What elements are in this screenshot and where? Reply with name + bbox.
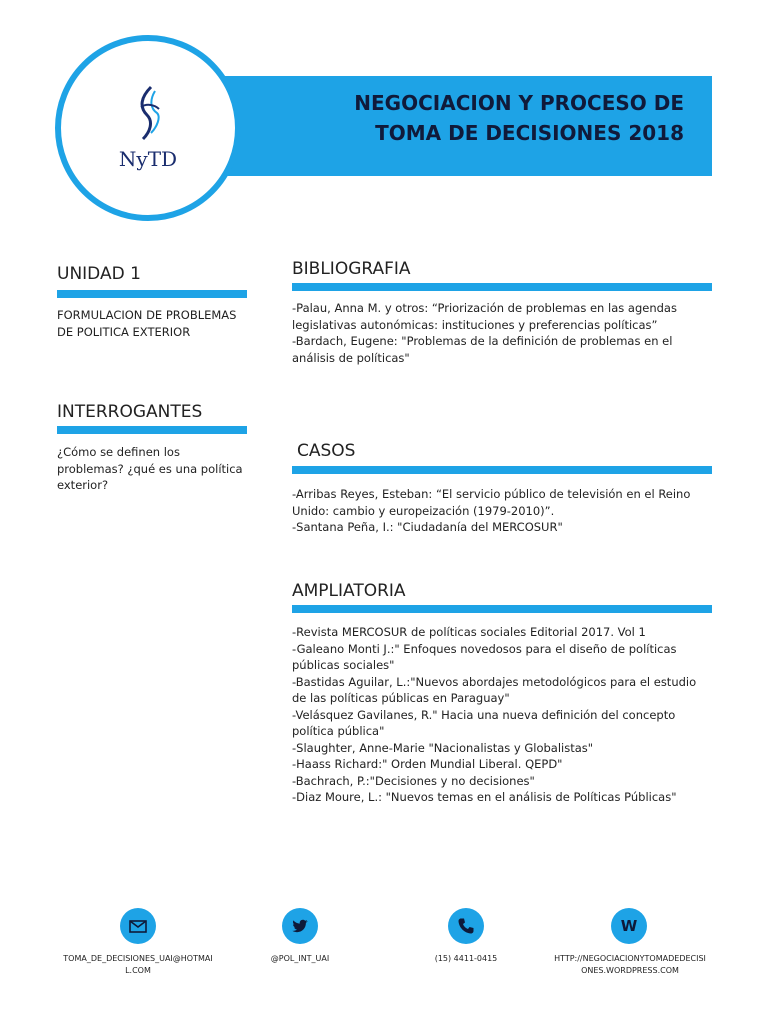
wordpress-icon-letter: W bbox=[620, 917, 638, 935]
bibliografia-divider bbox=[292, 283, 712, 291]
email-link[interactable]: TOMA_DE_DECISIONES_UAI@HOTMAIL.COM bbox=[63, 954, 213, 975]
list-item: -Bachrach, P.:"Decisiones y no decisiones" bbox=[292, 773, 535, 788]
mail-icon[interactable] bbox=[120, 908, 156, 944]
list-item: -Revista MERCOSUR de políticas sociales Editorial 2017. Vol 1 bbox=[292, 625, 646, 639]
phone-icon[interactable] bbox=[448, 908, 484, 944]
bibliografia-list bbox=[292, 300, 712, 366]
website-link[interactable]: HTTP://NEGOCIACIONYTOMADEDECISIONES.WORDPRESS.COM bbox=[554, 954, 706, 975]
list-item: -Bastidas Aguilar, L.:"Nuevos abordajes metodológicos para el estudio de las políticas públicas en Paraguay" bbox=[292, 674, 697, 705]
ampliatoria-title: AMPLIATORIA bbox=[292, 581, 406, 601]
interrogantes-title: INTERROGANTES bbox=[57, 402, 203, 422]
logo-mark-icon bbox=[129, 83, 169, 143]
list-item: -Diaz Moure, L.: "Nuevos temas en el análisis de Políticas Públicas" bbox=[292, 790, 677, 804]
bibliografia-title: BIBLIOGRAFIA bbox=[292, 259, 411, 279]
list-item: -Palau, Anna M. y otros: “Priorización de problemas en las agendas legislativas autonómicas: instituciones y preferencias políticas” bbox=[292, 301, 677, 332]
page-title: NEGOCIACION Y PROCESO DE TOMA DE DECISIONES 2018 bbox=[354, 91, 684, 145]
list-item: -Bardach, Eugene: "Problemas de la definición de problemas en el análisis de políticas" bbox=[292, 334, 673, 365]
twitter-handle[interactable]: @POL_INT_UAI bbox=[270, 954, 330, 963]
list-item: -Galeano Monti J.:" Enfoques novedosos para el diseño de políticas públicas sociales" bbox=[292, 641, 677, 672]
list-item: -Santana Peña, I.: "Ciudadanía del MERCOSUR" bbox=[292, 520, 563, 534]
list-item: -Arribas Reyes, Esteban: “El servicio público de televisión en el Reino Unido: cambio y europeización (1979-2010)”. bbox=[292, 487, 691, 518]
header-band bbox=[180, 76, 712, 176]
list-item: -Slaughter, Anne-Marie "Nacionalistas y Globalistas" bbox=[292, 740, 594, 755]
casos-divider bbox=[292, 466, 712, 474]
list-item: -Velásquez Gavilanes, R." Hacia una nueva definición del concepto política pública" bbox=[292, 707, 676, 738]
unidad-divider bbox=[57, 290, 247, 298]
interrogantes-divider bbox=[57, 426, 247, 434]
unidad-text: FORMULACION DE PROBLEMAS DE POLITICA EXTERIOR bbox=[57, 308, 237, 339]
casos-title: CASOS bbox=[297, 441, 356, 461]
interrogantes-text: ¿Cómo se definen los problemas? ¿qué es una política exterior? bbox=[57, 445, 243, 492]
phone-number: (15) 4411-0415 bbox=[434, 954, 498, 963]
unidad-title: UNIDAD 1 bbox=[57, 264, 141, 284]
list-item: -Haass Richard:" Orden Mundial Liberal. QEPD" bbox=[292, 757, 563, 771]
logo-circle bbox=[55, 35, 241, 221]
ampliatoria-list bbox=[292, 624, 712, 806]
logo-text: NyTD bbox=[118, 147, 178, 171]
wordpress-icon[interactable] bbox=[611, 908, 647, 944]
twitter-icon[interactable] bbox=[282, 908, 318, 944]
casos-list bbox=[292, 486, 712, 536]
ampliatoria-divider bbox=[292, 605, 712, 613]
